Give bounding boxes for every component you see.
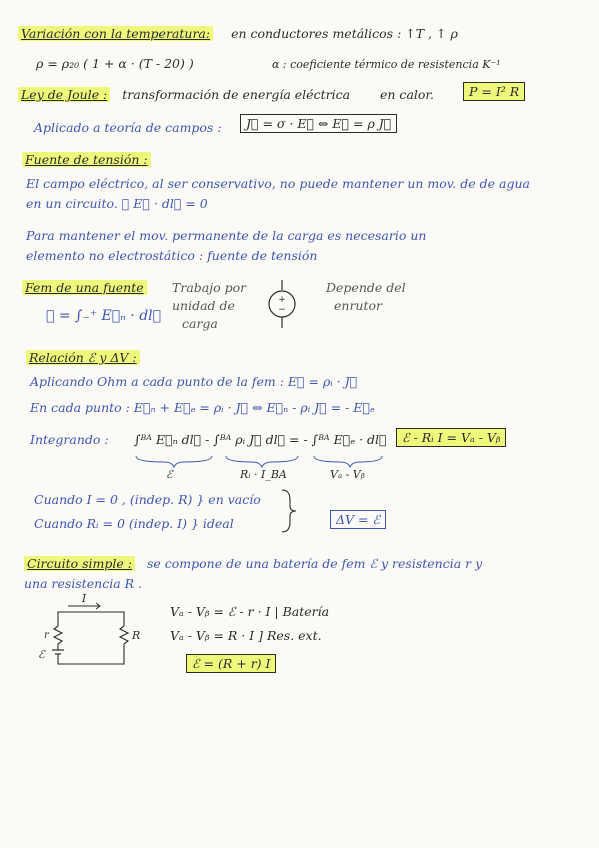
- relation-case-ideal: Cuando Rᵢ = 0 (indep. I) } ideal: [34, 516, 234, 531]
- relation-brace: [278, 488, 298, 534]
- source-line4: elemento no electrostático : fuente de tensión: [26, 248, 318, 263]
- circuit-label-E: ℰ: [38, 648, 45, 661]
- circuit-final: ℰ = (R + r) I: [186, 654, 276, 673]
- fem-formula: ℰ = ∫₋⁺ E⃗ₙ · dl⃗: [46, 308, 162, 324]
- circuit-final-box: [186, 656, 276, 671]
- fem-heading: Fem de una fuente: [22, 280, 147, 295]
- circuit-line2: una resistencia R .: [24, 576, 142, 591]
- joule-text2: en calor.: [380, 87, 434, 102]
- source-heading: Fuente de tensión :: [22, 152, 151, 167]
- underbraces: [134, 454, 384, 468]
- source-heading-row: [22, 152, 151, 167]
- circuit-eq2: Vₐ - Vᵦ = R · I ] Res. ext.: [170, 628, 322, 643]
- relation-line1: Aplicando Ohm a cada punto de la fem : E⃗ = ρᵢ · J⃗: [30, 374, 358, 389]
- joule-formula: P = I² R: [463, 82, 525, 101]
- fem-plus: +: [278, 295, 286, 305]
- relation-integral: ∫ᴮᴬ E⃗ₙ dl⃗ - ∫ᴮᴬ ρᵢ J⃗ dl⃗ = - ∫ᴮᴬ E⃗ₑ · dl⃗: [134, 432, 387, 447]
- relation-line2: En cada punto : E⃗ₙ + E⃗ₑ = ρᵢ · J⃗ ⇔ E⃗ₙ - ρᵢ J⃗ = - E⃗ₑ: [30, 400, 375, 415]
- fem-depends-2: enrutor: [334, 298, 382, 313]
- source-line1: El campo eléctrico, al ser conservativo, no puede mantener un mov. de de agua: [26, 176, 531, 191]
- battery-source-icon: [262, 280, 302, 328]
- relation-result: ℰ - Rᵢ I = Vₐ - Vᵦ: [396, 428, 506, 447]
- relation-result2: ΔV = ℰ: [330, 510, 386, 529]
- circuit-label-I: I: [81, 592, 87, 605]
- fem-minus: −: [278, 305, 286, 315]
- circuit-line1: se compone de una batería de fem ℰ y resistencia r y: [146, 556, 483, 571]
- joule-text: transformación de energía eléctrica: [122, 87, 351, 102]
- relation-under-ri: Rᵢ · I_BA: [240, 468, 287, 481]
- temp-formula: ρ = ρ₂₀ ( 1 + α · (T - 20) ): [36, 56, 194, 71]
- temp-heading: Variación con la temperatura:: [18, 26, 213, 41]
- temp-alpha-note: α : coeficiente térmico de resistencia K⁻¹: [272, 58, 501, 71]
- fem-depends-1: Depende del: [326, 280, 406, 295]
- circuit-label-R: R: [132, 629, 141, 642]
- relation-heading-row: [26, 350, 140, 365]
- joule-applied: Aplicado a teoría de campos :: [34, 120, 222, 135]
- circuit-diagram: [28, 590, 140, 670]
- joule-heading-row: [18, 87, 434, 102]
- circuit-heading: Circuito simple :: [24, 556, 135, 571]
- relation-heading: Relación ℰ y ΔV :: [26, 350, 140, 365]
- relation-result-box: [396, 430, 506, 445]
- fem-work-2: unidad de: [172, 298, 235, 313]
- relation-under-v: Vₐ - Vᵦ: [330, 468, 365, 481]
- circuit-label-r: r: [44, 630, 49, 641]
- temp-text: en conductores metálicos : ↑T , ↑ ρ: [231, 26, 458, 41]
- joule-field-box: [240, 116, 397, 131]
- joule-formula-box: [463, 84, 525, 99]
- relation-result2-box: [330, 512, 386, 527]
- source-line3: Para mantener el mov. permanente de la carga es necesario un: [26, 228, 427, 243]
- fem-work-1: Trabajo por: [172, 280, 247, 295]
- relation-integrate-label: Integrando :: [30, 432, 109, 447]
- relation-case-vacuum: Cuando I = 0 , (indep. R) } en vacío: [34, 492, 261, 507]
- fem-heading-row: [22, 280, 147, 295]
- joule-field-formula: J⃗ = σ · E⃗ ⇔ E⃗ = ρ J⃗: [240, 114, 397, 133]
- temp-heading-row: [18, 26, 458, 41]
- relation-under-fem: ℰ: [166, 468, 173, 481]
- circuit-heading-row: [24, 556, 482, 571]
- source-line2: en un circuito. ∮ E⃗ · dl⃗ = 0: [26, 196, 208, 211]
- joule-heading: Ley de Joule :: [18, 87, 110, 102]
- circuit-eq1: Vₐ - Vᵦ = ℰ - r · I | Batería: [170, 604, 330, 619]
- fem-work-3: carga: [182, 316, 218, 331]
